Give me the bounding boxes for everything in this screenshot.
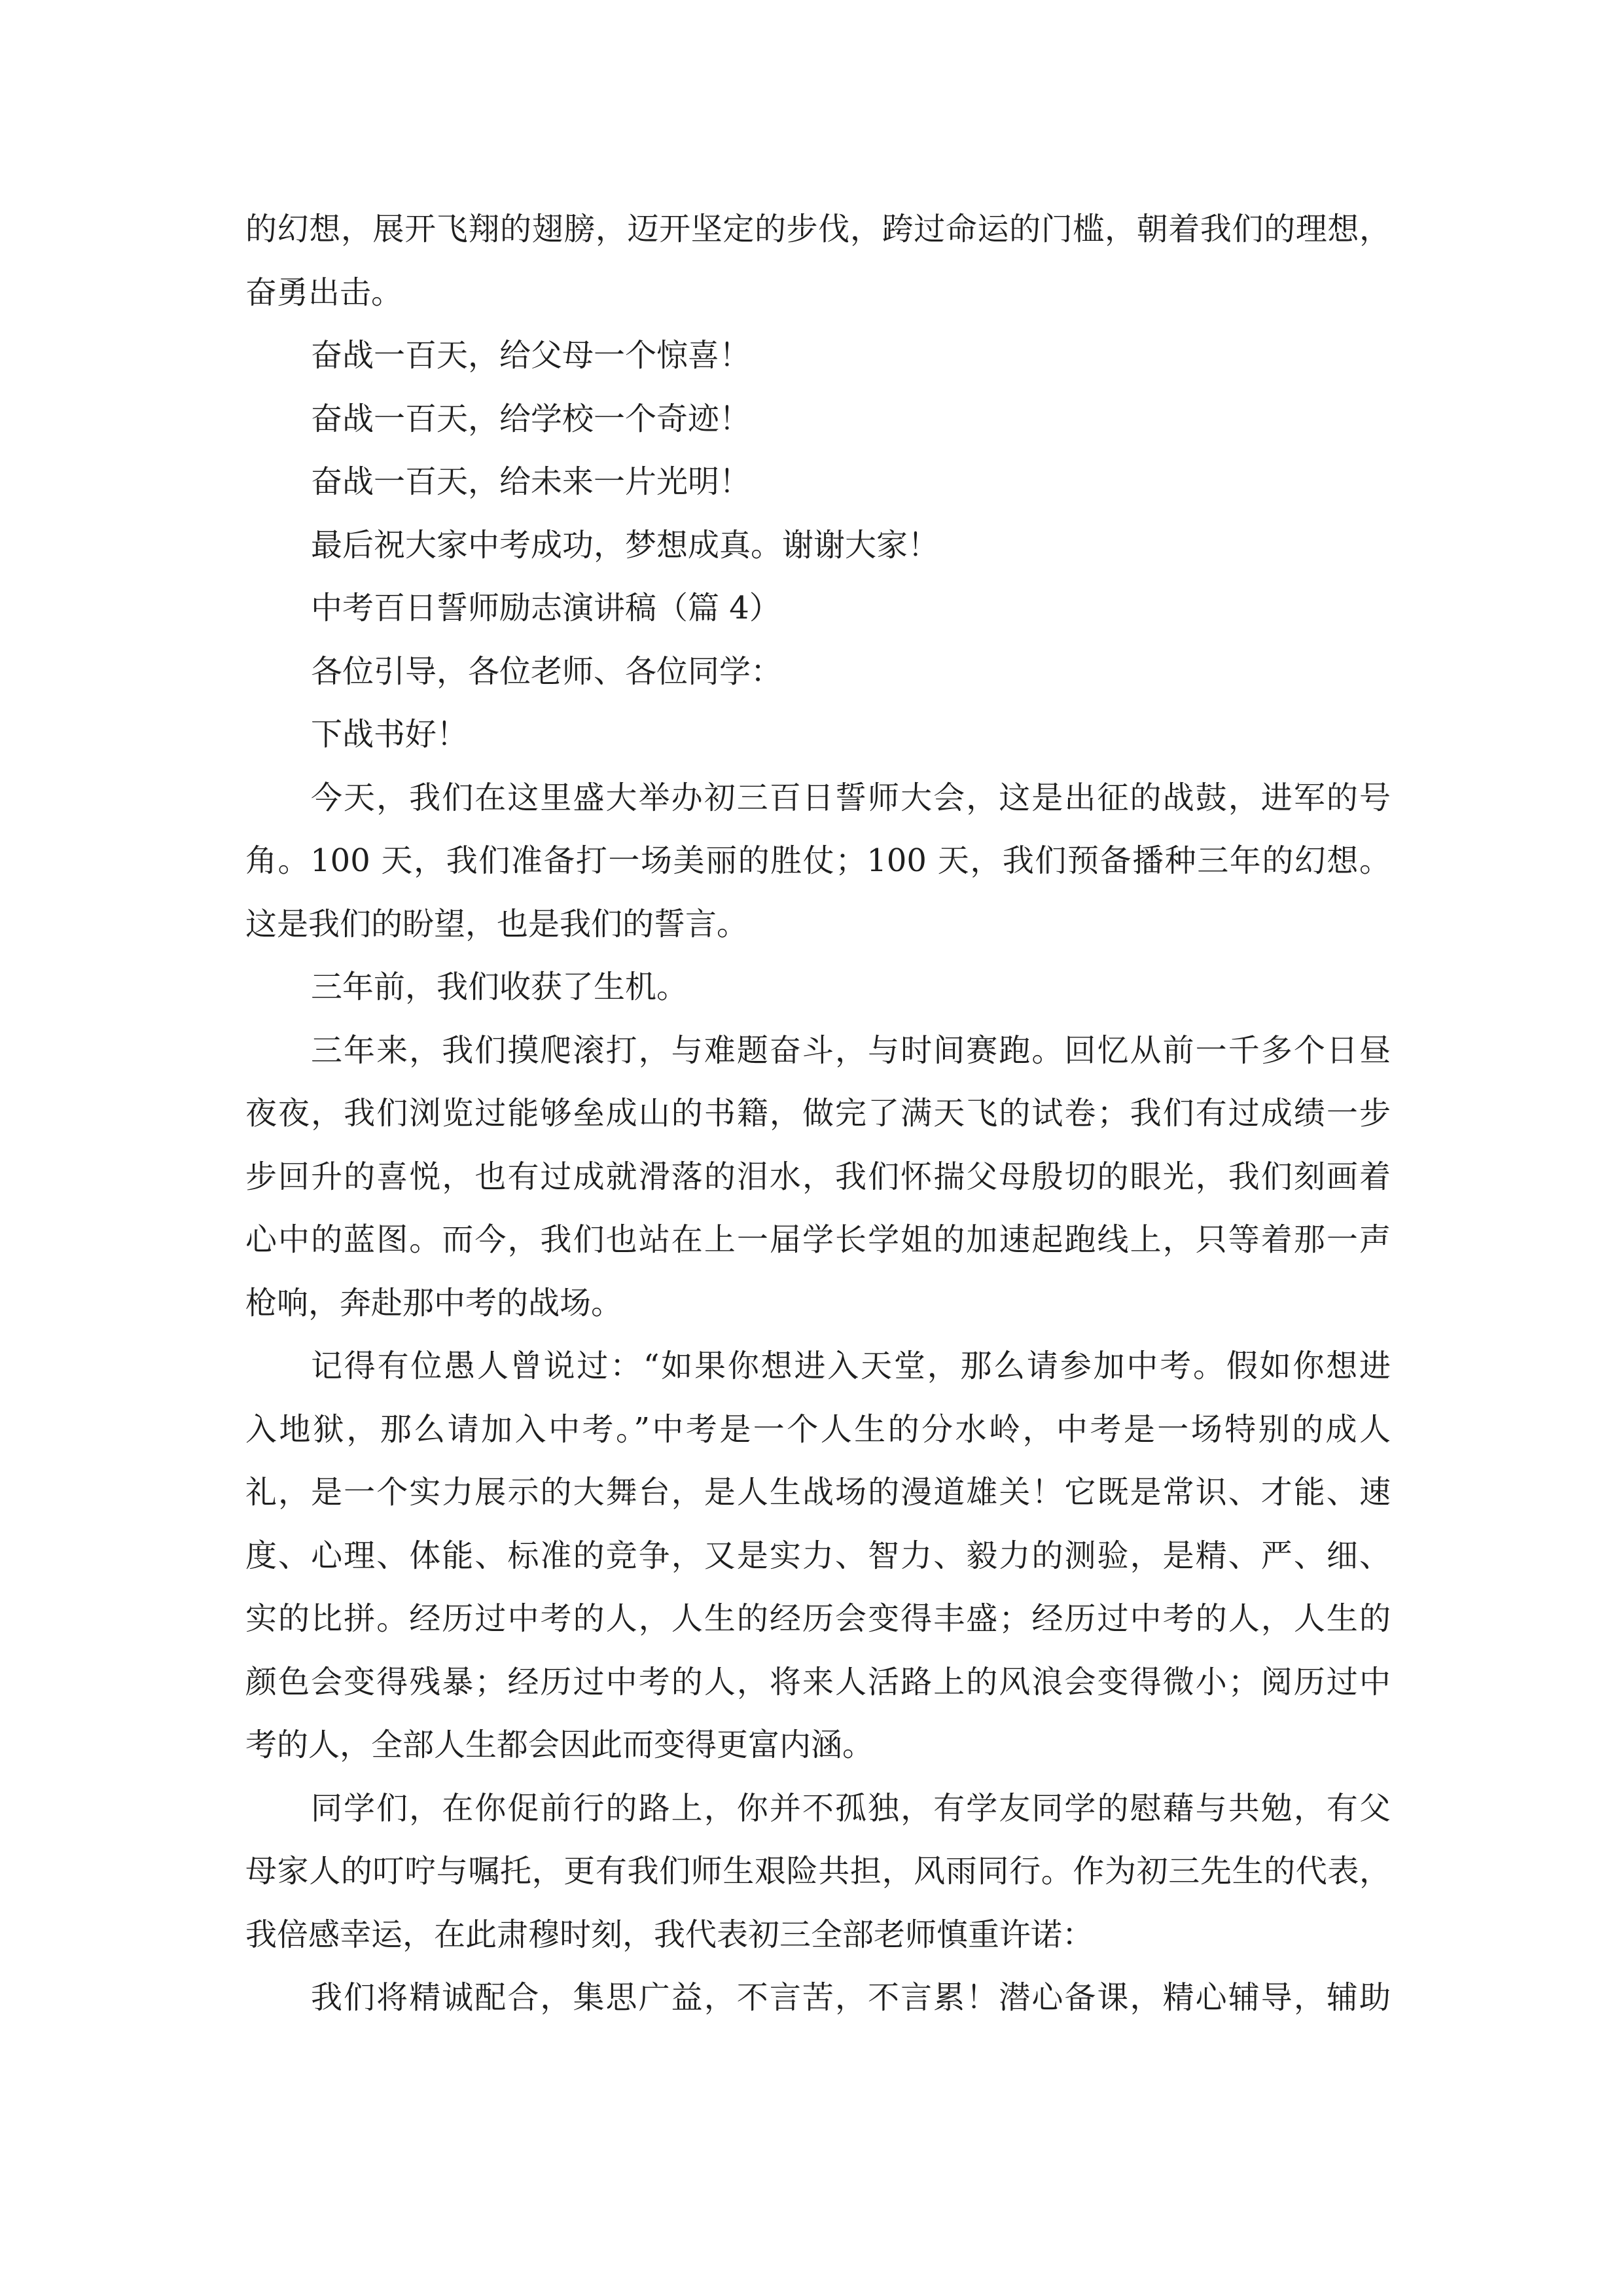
- text-line: 考的人，全部人生都会因此而变得更富内涵。: [245, 1727, 874, 1763]
- slogan-line: 奋战一百天，给学校一个奇迹！: [311, 400, 751, 437]
- text-line: 今天，我们在这里盛大举办初三百日誓师大会，这是出征的战鼓，进军的号: [311, 779, 1391, 816]
- text-line: 三年来，我们摸爬滚打，与难题奋斗，与时间赛跑。回忆从前一千多个日昼: [311, 1031, 1391, 1069]
- text-line: 枪响，奔赴那中考的战场。: [245, 1284, 623, 1321]
- text-line: 礼，是一个实力展示的大舞台，是人生战场的漫道雄关！它既是常识、才能、速: [245, 1474, 1391, 1511]
- text-line: 夜夜，我们浏览过能够垒成山的书籍，做完了满天飞的试卷；我们有过成绩一步: [245, 1095, 1391, 1132]
- text-line: 心中的蓝图。而今，我们也站在上一届学长学姐的加速起跑线上，只等着那一声: [245, 1221, 1391, 1258]
- text-line: 的幻想，展开飞翔的翅膀，迈开坚定的步伐，跨过命运的门槛，朝着我们的理想，: [245, 211, 1391, 247]
- text-line: 入地狱，那么请加入中考。”中考是一个人生的分水岭，中考是一场特别的成人: [245, 1410, 1391, 1448]
- text-line: 颜色会变得残暴；经历过中考的人，将来人活路上的风浪会变得微小；阅历过中: [245, 1663, 1391, 1700]
- slogan-line: 奋战一百天，给未来一片光明！: [311, 463, 751, 500]
- document-body: [245, 198, 1391, 2030]
- text-line: 三年前，我们收获了生机。: [311, 969, 688, 1005]
- text-line: 记得有位愚人曾说过：“如果你想进入天堂，那么请参加中考。假如你想进: [311, 1348, 1391, 1384]
- text-line: 度、心理、体能、标准的竞争，又是实力、智力、毅力的测验，是精、严、细、: [245, 1537, 1391, 1574]
- text-line: 角。100 天，我们准备打一场美丽的胜仗；100 天，我们预备播种三年的幻想。: [245, 842, 1391, 879]
- text-line: 母家人的叮咛与嘱托，更有我们师生艰险共担，风雨同行。作为初三先生的代表，: [245, 1853, 1391, 1890]
- text-line: 这是我们的盼望，也是我们的誓言。: [245, 905, 749, 942]
- text-line: 同学们，在你促前行的路上，你并不孤独，有学友同学的慰藉与共勉，有父: [311, 1789, 1391, 1827]
- text-line: 步回升的喜悦，也有过成就滑落的泪水，我们怀揣父母殷切的眼光，我们刻画着: [245, 1158, 1391, 1195]
- text-line: 我们将精诚配合，集思广益，不言苦，不言累！潜心备课，精心辅导，辅助: [311, 1979, 1391, 2016]
- text-line: 我倍感幸运，在此肃穆时刻，我代表初三全部老师慎重许诺：: [245, 1916, 1094, 1953]
- closing-line: 最后祝大家中考成功，梦想成真。谢谢大家！: [311, 526, 940, 564]
- text-line: 实的比拼。经历过中考的人，人生的经历会变得丰盛；经历过中考的人，人生的: [245, 1600, 1391, 1637]
- salutation: 各位引导，各位老师、各位同学：: [311, 653, 783, 690]
- text-line: 奋勇出击。: [245, 274, 403, 311]
- greeting: 下战书好！: [311, 716, 469, 753]
- section-heading: 中考百日誓师励志演讲稿（篇 4）: [311, 590, 781, 626]
- slogan-line: 奋战一百天，给父母一个惊喜！: [311, 337, 751, 374]
